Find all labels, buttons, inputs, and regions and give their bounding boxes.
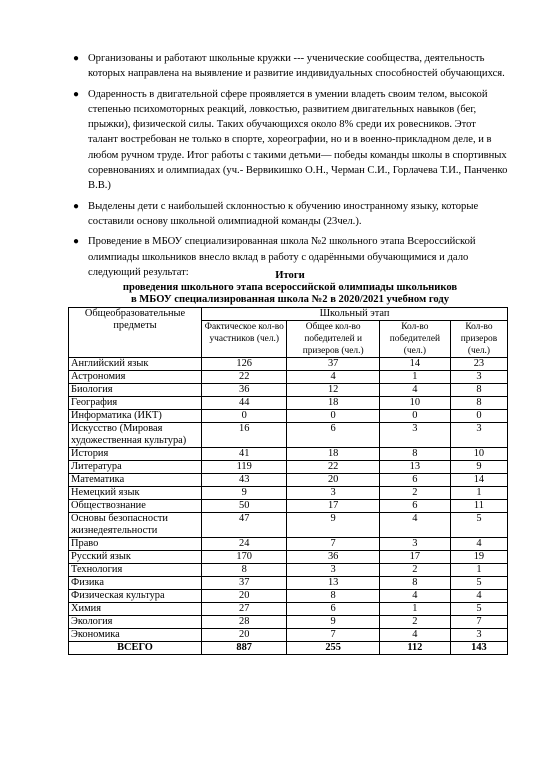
value-cell: 18	[287, 448, 379, 461]
subject-cell: Обществознание	[69, 500, 202, 513]
value-cell: 1	[379, 603, 450, 616]
value-cell: 44	[202, 397, 287, 410]
value-cell: 4	[450, 590, 507, 603]
value-cell: 255	[287, 642, 379, 655]
value-cell: 1	[450, 564, 507, 577]
value-cell: 6	[379, 500, 450, 513]
bullet-text: Организованы и работают школьные кружки --- ученические сообщества, деятельность которых направлена на выявление и развитие индивидуальных способностей обучающихся.	[88, 53, 505, 80]
value-cell: 20	[202, 590, 287, 603]
table-row	[69, 629, 508, 642]
subject-cell: Физика	[69, 577, 202, 590]
table-row	[69, 474, 508, 487]
value-cell: 2	[379, 564, 450, 577]
value-cell: 27	[202, 603, 287, 616]
value-cell: 22	[287, 461, 379, 474]
value-cell: 3	[379, 423, 450, 448]
bullet-text: Одаренность в двигательной сфере проявляется в умении владеть своим телом, высокой степенью психомоторных реакций, ловкостью, развитием двигательных навыков (бег, прыжки), физической силы. Таких обучающихся около 8% среди их ровесников. Этот талант востребован не только в спорте, хореографии, но и в военно-прикладном деле, и в любом ручном труде. Итог работы с такими детьми— победы команды школы в спортивных соревнованиях и олимпиадах (уч.- Вервикишко О.Н., Черман С.И., Горлачева Т.И., Панченко В.В.)	[88, 88, 508, 192]
subject-cell: Литература	[69, 461, 202, 474]
value-cell: 4	[450, 538, 507, 551]
value-cell: 8	[202, 564, 287, 577]
value-cell: 17	[379, 551, 450, 564]
table-row	[69, 397, 508, 410]
table-row	[69, 448, 508, 461]
value-cell: 23	[450, 358, 507, 371]
heading-subtitle: проведения школьного этапа всероссийской олимпиады школьников	[122, 282, 458, 293]
value-cell: 5	[450, 513, 507, 538]
value-cell: 28	[202, 616, 287, 629]
table-row	[69, 358, 508, 371]
value-cell: 16	[202, 423, 287, 448]
table-row	[69, 577, 508, 590]
value-cell: 10	[379, 397, 450, 410]
winners-header: Кол-во победителей (чел.)	[379, 321, 450, 358]
value-cell: 2	[379, 487, 450, 500]
bullet-icon: ●	[73, 236, 80, 248]
value-cell: 36	[287, 551, 379, 564]
value-cell: 126	[202, 358, 287, 371]
value-cell: 20	[202, 629, 287, 642]
table-row	[69, 551, 508, 564]
bullet-text: Выделены дети с наибольшей склонностью к обучению иностранному языку, которые составили основу школьной олимпиадной команды (23чел.).	[88, 200, 479, 227]
bullet-item	[73, 199, 508, 229]
subject-cell: Информатика (ИКТ)	[69, 410, 202, 423]
table-row	[69, 513, 508, 538]
value-cell: 8	[287, 590, 379, 603]
value-cell: 6	[287, 603, 379, 616]
value-cell: 37	[287, 358, 379, 371]
value-cell: 7	[287, 538, 379, 551]
value-cell: 5	[450, 603, 507, 616]
results-heading	[70, 270, 510, 306]
table-row	[69, 410, 508, 423]
subject-cell: Математика	[69, 474, 202, 487]
value-cell: 17	[287, 500, 379, 513]
value-cell: 4	[379, 513, 450, 538]
stage-header: Школьный этап	[202, 308, 508, 321]
value-cell: 20	[287, 474, 379, 487]
subject-cell: Экономика	[69, 629, 202, 642]
value-cell: 143	[450, 642, 507, 655]
subject-cell: Физическая культура	[69, 590, 202, 603]
value-cell: 11	[450, 500, 507, 513]
value-cell: 3	[450, 629, 507, 642]
bullet-text: Проведение в МБОУ специализированная школа №2 школьного этапа Всероссийской олимпиады школьников внесло вклад в работу с одарёнными обучающимися и дало следующий результат:	[88, 236, 476, 278]
table-row	[69, 564, 508, 577]
bullet-item	[73, 87, 508, 193]
table-row	[69, 500, 508, 513]
value-cell: 119	[202, 461, 287, 474]
value-cell: 13	[287, 577, 379, 590]
value-cell: 3	[450, 423, 507, 448]
value-cell: 8	[450, 397, 507, 410]
subject-cell: Немецкий язык	[69, 487, 202, 500]
bullet-item	[73, 51, 508, 81]
subject-cell: Астрономия	[69, 371, 202, 384]
value-cell: 7	[450, 616, 507, 629]
value-cell: 14	[379, 358, 450, 371]
subject-cell: Основы безопасности жизнедеятельности	[69, 513, 202, 538]
value-cell: 2	[379, 616, 450, 629]
value-cell: 37	[202, 577, 287, 590]
subject-cell: Английский язык	[69, 358, 202, 371]
winners-and-prizewinners-header: Общее кол-во победителей и призеров (чел.)	[287, 321, 379, 358]
value-cell: 24	[202, 538, 287, 551]
value-cell: 8	[379, 448, 450, 461]
value-cell: 9	[202, 487, 287, 500]
value-cell: 8	[450, 384, 507, 397]
value-cell: 22	[202, 371, 287, 384]
heading-school-year: в МБОУ специализированная школа №2 в 2020/2021 учебном году	[130, 294, 450, 305]
value-cell: 3	[287, 487, 379, 500]
value-cell: 0	[202, 410, 287, 423]
subject-cell: Право	[69, 538, 202, 551]
value-cell: 0	[287, 410, 379, 423]
value-cell: 5	[450, 577, 507, 590]
value-cell: 18	[287, 397, 379, 410]
subject-cell: Экология	[69, 616, 202, 629]
value-cell: 887	[202, 642, 287, 655]
value-cell: 19	[450, 551, 507, 564]
value-cell: 13	[379, 461, 450, 474]
bullet-icon: ●	[73, 53, 80, 64]
value-cell: 6	[379, 474, 450, 487]
table-row	[69, 371, 508, 384]
subject-cell: География	[69, 397, 202, 410]
subject-cell: Искусство (Мировая художественная культура)	[69, 423, 202, 448]
value-cell: 0	[450, 410, 507, 423]
value-cell: 10	[450, 448, 507, 461]
value-cell: 8	[379, 577, 450, 590]
bullet-list	[73, 51, 508, 285]
value-cell: 9	[287, 616, 379, 629]
results-table	[68, 307, 508, 655]
value-cell: 41	[202, 448, 287, 461]
subject-cell: Технология	[69, 564, 202, 577]
value-cell: 0	[379, 410, 450, 423]
heading-title: Итоги	[275, 270, 305, 281]
participants-header: Фактическое кол-во участников (чел.)	[202, 321, 287, 358]
value-cell: 43	[202, 474, 287, 487]
value-cell: 9	[450, 461, 507, 474]
table-row	[69, 461, 508, 474]
value-cell: 7	[287, 629, 379, 642]
value-cell: 4	[287, 371, 379, 384]
value-cell: 47	[202, 513, 287, 538]
value-cell: 50	[202, 500, 287, 513]
value-cell: 6	[287, 423, 379, 448]
value-cell: 4	[379, 384, 450, 397]
value-cell: 36	[202, 384, 287, 397]
subject-cell: Биология	[69, 384, 202, 397]
bullet-icon: ●	[73, 200, 80, 212]
table-row	[69, 590, 508, 603]
value-cell: 170	[202, 551, 287, 564]
total-row	[69, 642, 508, 655]
value-cell: 9	[287, 513, 379, 538]
table-row	[69, 487, 508, 500]
subject-cell: ВСЕГО	[69, 642, 202, 655]
value-cell: 3	[287, 564, 379, 577]
value-cell: 3	[450, 371, 507, 384]
table-row	[69, 538, 508, 551]
value-cell: 112	[379, 642, 450, 655]
value-cell: 14	[450, 474, 507, 487]
table-row	[69, 423, 508, 448]
value-cell: 4	[379, 629, 450, 642]
value-cell: 12	[287, 384, 379, 397]
subject-cell: История	[69, 448, 202, 461]
prizewinners-header: Кол-во призеров (чел.)	[450, 321, 507, 358]
value-cell: 1	[450, 487, 507, 500]
subject-cell: Химия	[69, 603, 202, 616]
table-row	[69, 616, 508, 629]
subject-cell: Русский язык	[69, 551, 202, 564]
value-cell: 1	[379, 371, 450, 384]
value-cell: 4	[379, 590, 450, 603]
bullet-icon: ●	[73, 88, 80, 100]
table-row	[69, 384, 508, 397]
subject-column-header: Общеобразовательные предметы	[69, 308, 202, 358]
value-cell: 3	[379, 538, 450, 551]
table-row	[69, 603, 508, 616]
